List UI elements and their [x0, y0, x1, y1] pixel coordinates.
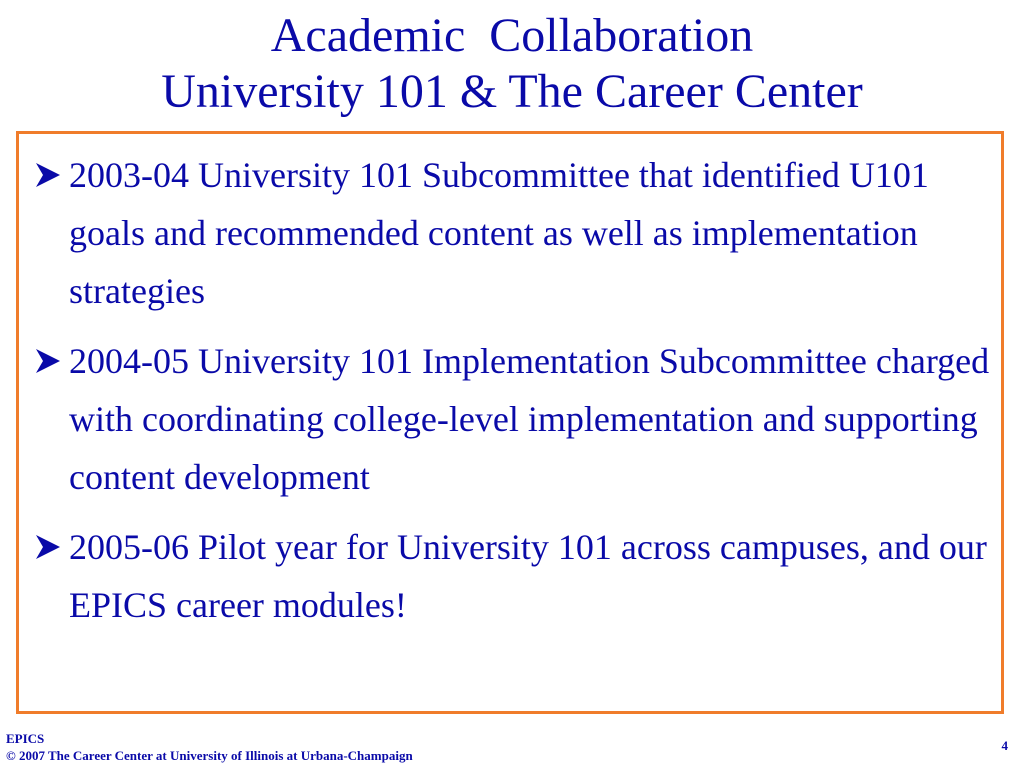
- arrowhead-bullet-icon: [33, 332, 69, 390]
- bullet-list: [33, 146, 998, 646]
- bullet-text: 2003-04 University 101 Subcommittee that identified U101 goals and recommended content as well as implementation strategies: [69, 155, 929, 311]
- list-item: [33, 332, 998, 506]
- footer-copyright: © 2007 The Career Center at University of Illinois at Urbana-Champaign: [6, 748, 413, 763]
- page-number: 4: [1001, 738, 1008, 753]
- list-item: [33, 146, 998, 320]
- title-line-2: University 101 & The Career Center: [161, 65, 863, 118]
- footer-brand: EPICS: [6, 731, 45, 746]
- footer: [6, 730, 413, 764]
- arrowhead-bullet-icon: [33, 146, 69, 204]
- content-box: [16, 131, 1004, 714]
- list-item: [33, 518, 998, 634]
- arrowhead-bullet-icon: [33, 518, 69, 576]
- bullet-text: 2004-05 University 101 Implementation Subcommittee charged with coordinating college-level implementation and supporting content development: [69, 341, 990, 497]
- slide-title: [0, 8, 1024, 120]
- bullet-text: 2005-06 Pilot year for University 101 across campuses, and our EPICS career modules!: [69, 527, 987, 625]
- title-line-1: Academic Collaboration: [270, 9, 754, 62]
